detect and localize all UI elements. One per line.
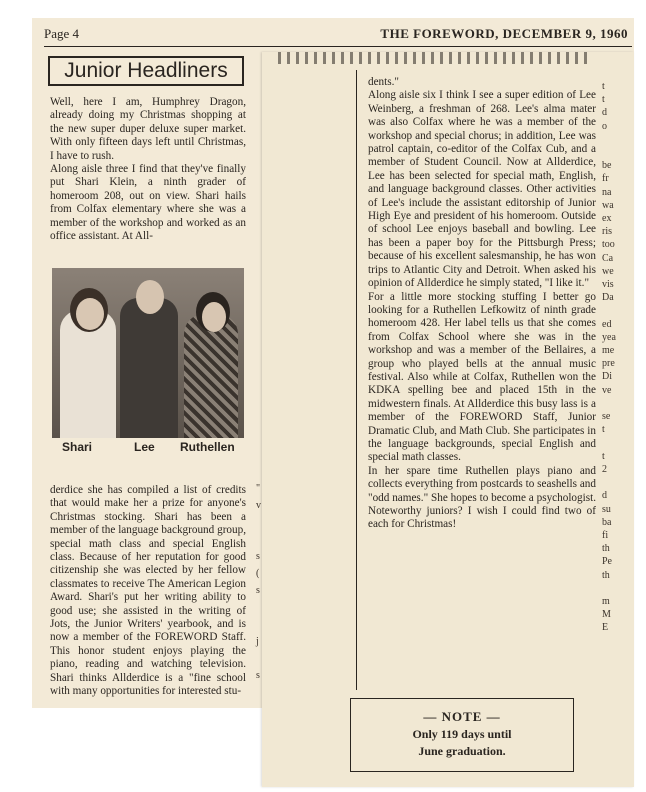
note-box — [350, 698, 574, 772]
torn-edge-text-right: t t d o be fr na wa ex ris too Ca we vis Da ed yea me pre Di ve se t t 2 d su ba fi th Pe th m M E — [602, 81, 616, 634]
student-photo — [52, 268, 244, 438]
article-headline: Junior Headliners — [48, 56, 244, 86]
column-rule — [356, 70, 357, 690]
decorative-border-strip — [278, 52, 590, 64]
masthead: THE FOREWORD, DECEMBER 9, 1960 — [380, 26, 628, 41]
photo-head-lee — [136, 280, 164, 314]
torn-edge-text-left: " v s ( s j s — [256, 483, 261, 681]
page-number: Page 4 — [44, 26, 80, 41]
caption-ruthellen: Ruthellen — [180, 440, 235, 454]
photo-figure-ruthellen — [184, 314, 238, 438]
caption-lee: Lee — [134, 440, 155, 454]
article-column-2: dents." Along aisle six I think I see a super edition of Lee Weinberg, a freshman of 268. Lee's alma mater was also Colfax where he was a member of the workshop and special chorus; in addition, Lee was patrol captain, co-editor of the Colfax Cub, and a member of Student Council. Now at Allderdice, Lee has been selected for special math, English, and language background classes. Other activities of Lee's include the assistant editorship of Junior High Eye and president of his homeroom. Outside of school Lee enjoys baseball and bowling. Lee has been a paper boy for the Pittsburgh Press; because of his excellent salesmanship, he has won trips to Atlantic City and Detroit. When asked his opinion of Allderdice he simply stated, "I like it." For a little more stocking stuffing I better go looking for a Ruthellen Lefkowitz of ninth grade homeroom 428. Her label tells us that she comes from Colfax School where she was in the workshop and was a member of the Bellaires, a group who played bells at the annual music festival. Also while at Colfax, Ruthellen won the KDKA spelling bee and placed 15th in the midwestern finals. At Allderdice this busy lass is a member of the FOREWORD Staff, Junior Dramatic Club, and Math Club. She participates in the language backgrounds, special English and special math classes. In her spare time Ruthellen plays piano and collects everything from postcards to seashells and "odd names." She hopes to become a psychologist. Noteworthy juniors? I wish I could find two of each for Christmas! — [368, 76, 596, 531]
article-column-1-bottom: derdice she has compiled a list of credits that would make her a prize for anyone's Christmas stocking. Shari has been a member of the language background group, special math class and special English class. Because of her reputation for good citizenship she was elected by her fellow classmates to receive The American Legion Award. Shari's put her writing ability to good use; she assisted in the writing of Jots, the Junior Writers' yearbook, and is now a member of the FOREWORD Staff. This honor student enjoys playing the piano, reading and watching television. Shari thinks Allderdice is a "fine school with many opportunities for interested stu- — [50, 484, 246, 698]
note-line-2: June graduation. — [418, 744, 506, 758]
caption-shari: Shari — [62, 440, 93, 454]
note-line-1: Only 119 days until — [412, 727, 512, 741]
photo-figure-lee — [120, 298, 178, 438]
article-column-1-top: Well, here I am, Humphrey Dragon, already doing my Christmas shopping at the new super duper deluxe super market. With only fifteen days left until Christmas, I have to rush. Along aisle three I find that they've finally put Shari Klein, a ninth grader of homeroom 208, out on view. Shari hails from Colfax elementary where she was a member of the workshop and worked as an office assistant. At All- — [50, 96, 246, 243]
note-title: — NOTE — — [423, 709, 501, 724]
page-header — [44, 24, 632, 47]
photo-captions — [58, 440, 244, 456]
